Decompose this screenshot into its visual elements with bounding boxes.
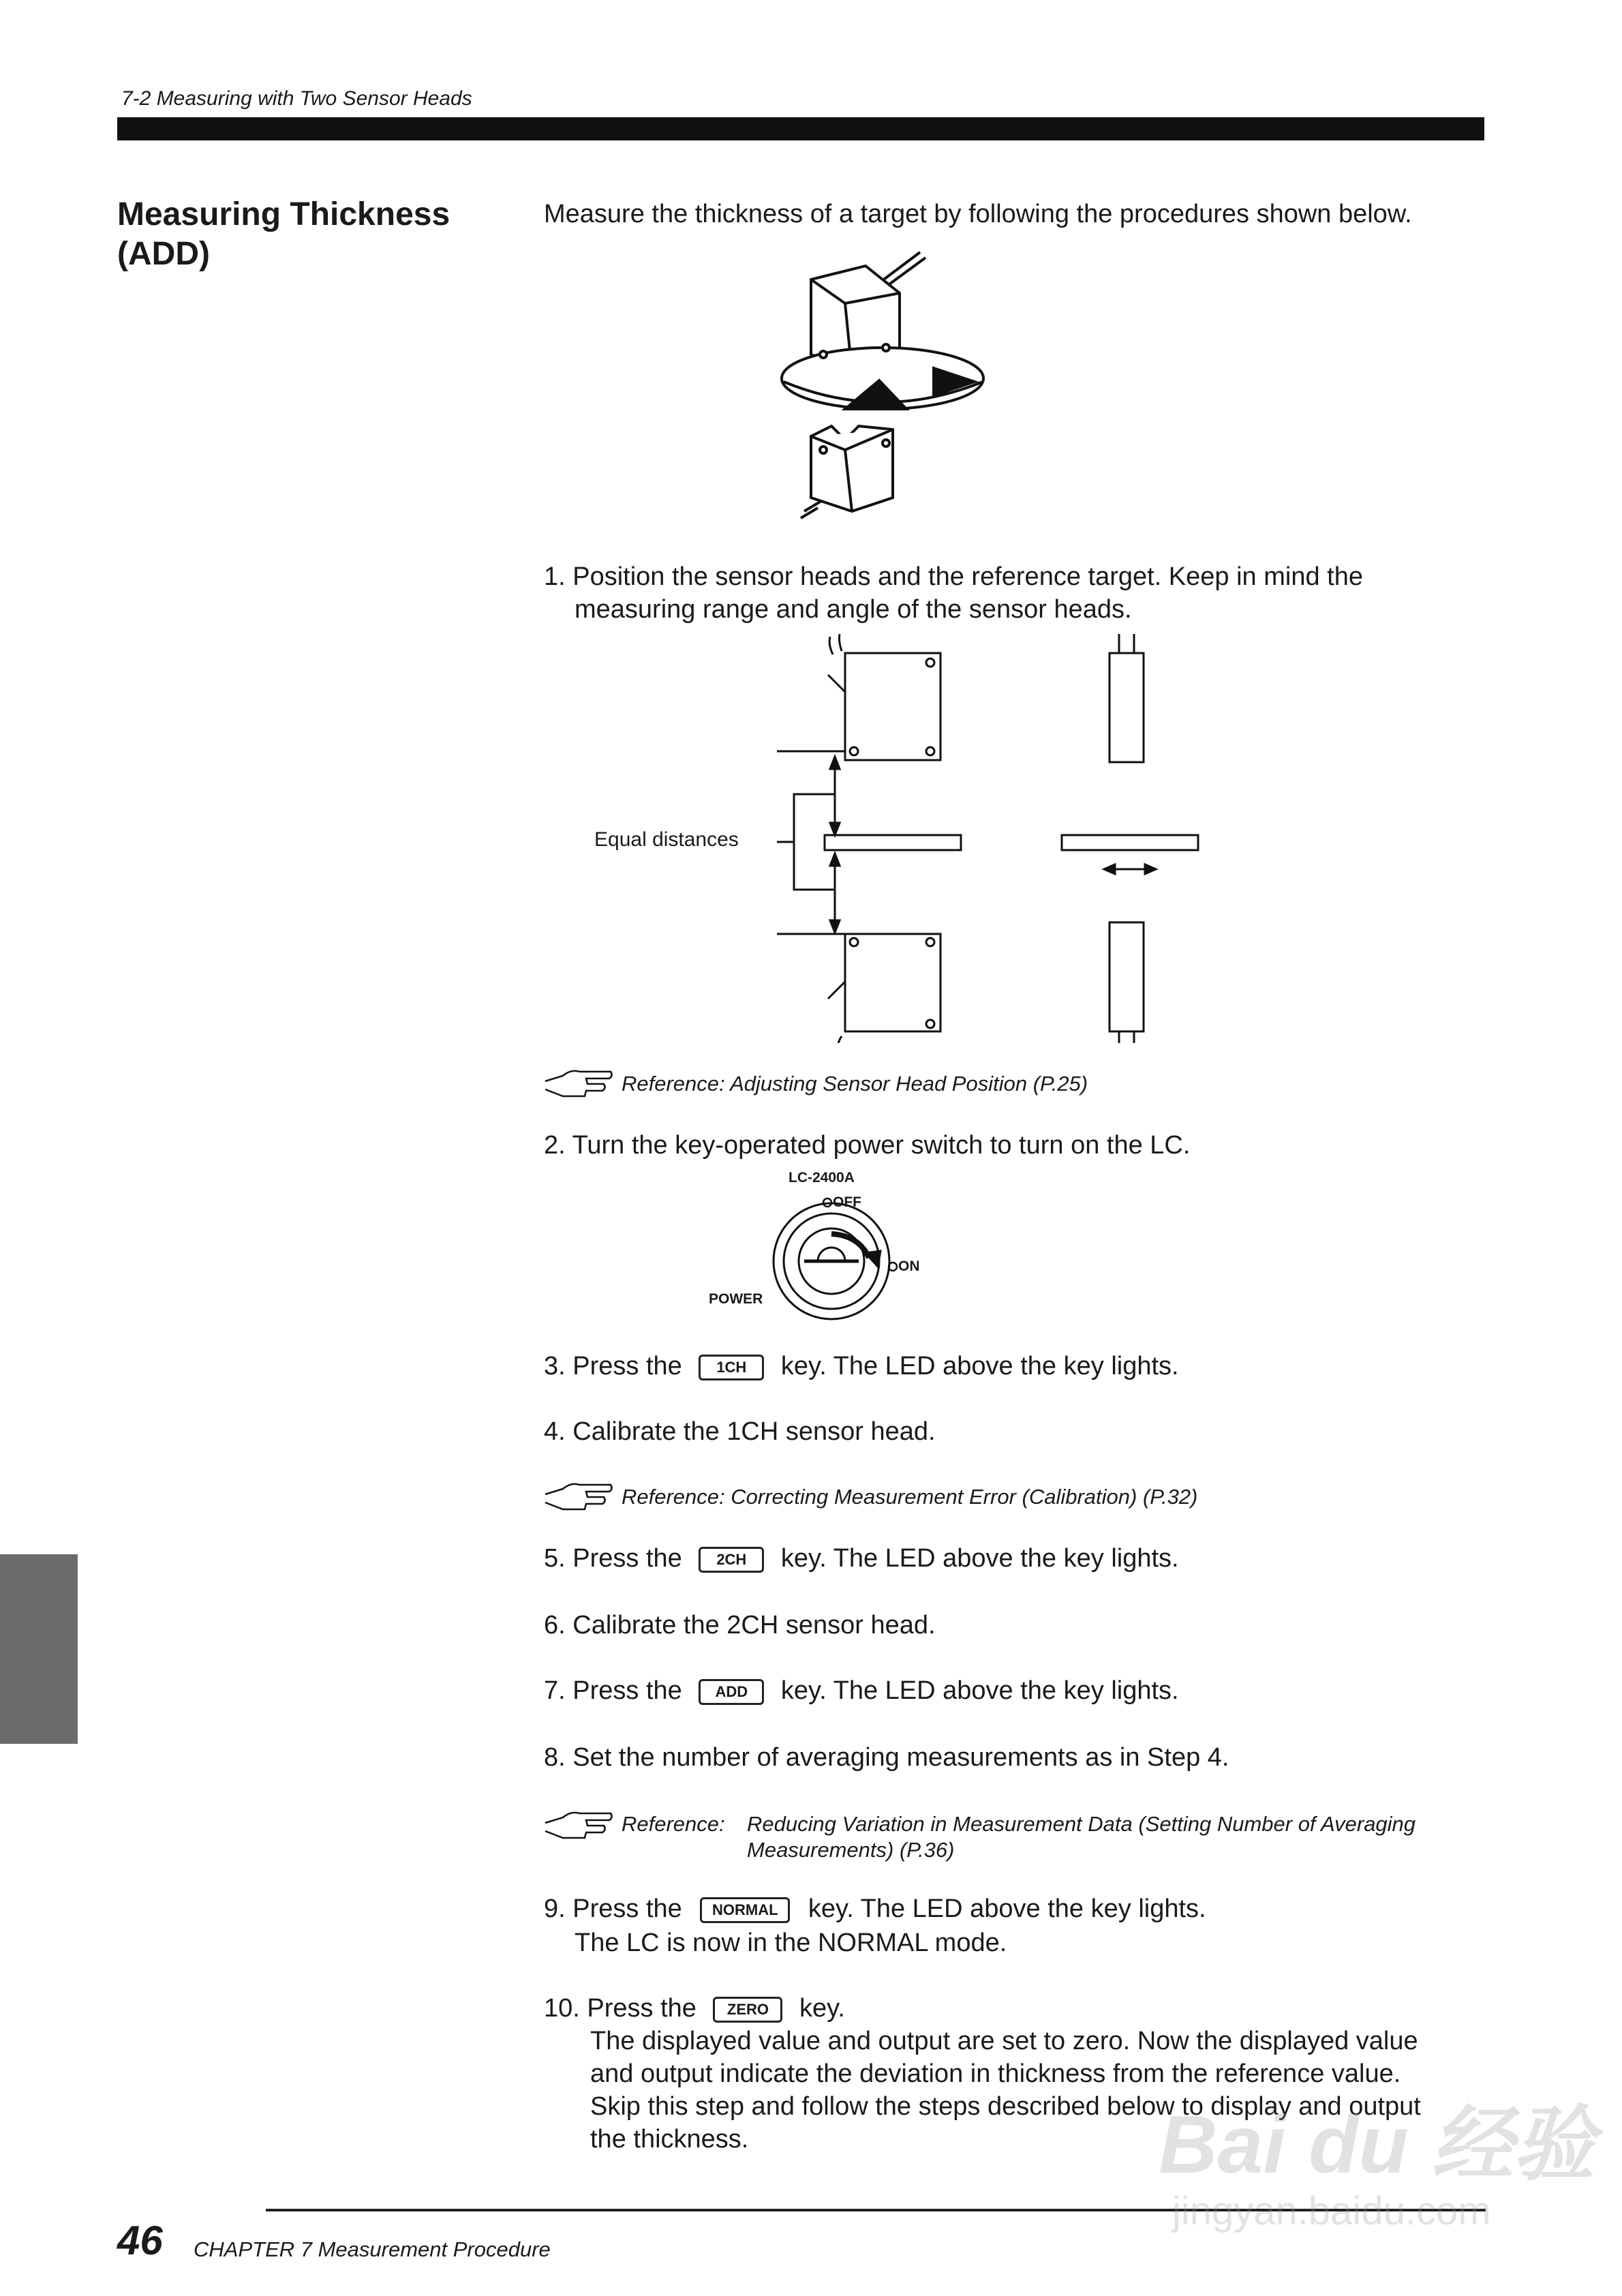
step-10-pre: 10. Press the [544, 1994, 697, 2023]
step-2: 2. Turn the key-operated power switch to turn on the LC. [544, 1131, 1191, 1160]
on-label: ON [898, 1258, 920, 1274]
step-6: 6. Calibrate the 2CH sensor head. [544, 1611, 936, 1640]
step-7 [544, 1674, 1179, 1707]
reference-1: Reference: Adjusting Sensor Head Position (P.25) [622, 1072, 1088, 1096]
step-7-post: key. The LED above the key lights. [780, 1676, 1179, 1705]
step-5-pre: 5. Press the [544, 1544, 682, 1573]
step-4: 4. Calibrate the 1CH sensor head. [544, 1417, 936, 1446]
step-3 [544, 1350, 1179, 1383]
step-10-line3: and output indicate the deviation in thickness from the reference value. [590, 2059, 1401, 2088]
key-normal: NORMAL [700, 1897, 790, 1923]
chapter-side-tab [0, 1554, 78, 1744]
chapter-footer: CHAPTER 7 Measurement Procedure [194, 2237, 551, 2261]
step-10 [544, 1992, 845, 2025]
watermark-logo: Bai du 经验 [1159, 2099, 1595, 2190]
sensor-heads-disc-illustration [770, 245, 995, 532]
header-rule [117, 117, 1484, 140]
intro-text: Measure the thickness of a target by following the procedures shown below. [544, 200, 1412, 228]
watermark-url: jingyan.baidu.com [1172, 2189, 1491, 2233]
step-9-line2: The LC is now in the NORMAL mode. [575, 1929, 1007, 1957]
step-3-post: key. The LED above the key lights. [780, 1352, 1179, 1380]
key-1ch: 1CH [699, 1355, 764, 1380]
model-label: LC-2400A [789, 1170, 855, 1185]
step-8: 8. Set the number of averaging measurements as in Step 4. [544, 1743, 1229, 1772]
page-number: 46 [117, 2218, 163, 2263]
section-title-line2: (ADD) [117, 236, 210, 272]
reference-2: Reference: Correcting Measurement Error (Calibration) (P.32) [622, 1485, 1198, 1509]
positioning-diagram [777, 634, 1213, 1043]
section-title [117, 195, 450, 274]
key-zero: ZERO [713, 1997, 782, 2023]
pointing-hand-icon [544, 1475, 615, 1513]
key-add: ADD [699, 1679, 764, 1705]
power-key-switch-illustration [756, 1193, 920, 1329]
step-5 [544, 1542, 1179, 1575]
reference-3-line2: Measurements) (P.36) [747, 1838, 955, 1862]
reference-3-line1: Reducing Variation in Measurement Data (Setting Number of Averaging [747, 1812, 1416, 1836]
step-9-pre: 9. Press the [544, 1894, 682, 1923]
step-1-line1: 1. Position the sensor heads and the reference target. Keep in mind the [544, 562, 1363, 591]
section-title-line1: Measuring Thickness [117, 196, 450, 232]
pointing-hand-icon [544, 1062, 615, 1100]
step-3-pre: 3. Press the [544, 1352, 682, 1380]
step-10-line4: Skip this step and follow the steps described below to display and output [590, 2092, 1421, 2121]
equal-distances-label: Equal distances [594, 828, 739, 851]
step-10-line5: the thickness. [590, 2125, 749, 2154]
running-head: 7-2 Measuring with Two Sensor Heads [121, 87, 472, 110]
reference-3-label: Reference: [622, 1812, 725, 1836]
step-5-post: key. The LED above the key lights. [780, 1544, 1179, 1573]
power-label: POWER [709, 1291, 763, 1307]
step-10-post: key. [799, 1994, 845, 2023]
step-7-pre: 7. Press the [544, 1676, 682, 1705]
key-2ch: 2CH [699, 1547, 764, 1573]
step-1-line2: measuring range and angle of the sensor heads. [575, 595, 1132, 624]
off-label: OFF [833, 1194, 861, 1210]
pointing-hand-icon [544, 1804, 615, 1842]
step-9 [544, 1892, 1206, 1925]
step-10-line2: The displayed value and output are set to zero. Now the displayed value [590, 2027, 1418, 2055]
step-9-post: key. The LED above the key lights. [808, 1894, 1206, 1923]
